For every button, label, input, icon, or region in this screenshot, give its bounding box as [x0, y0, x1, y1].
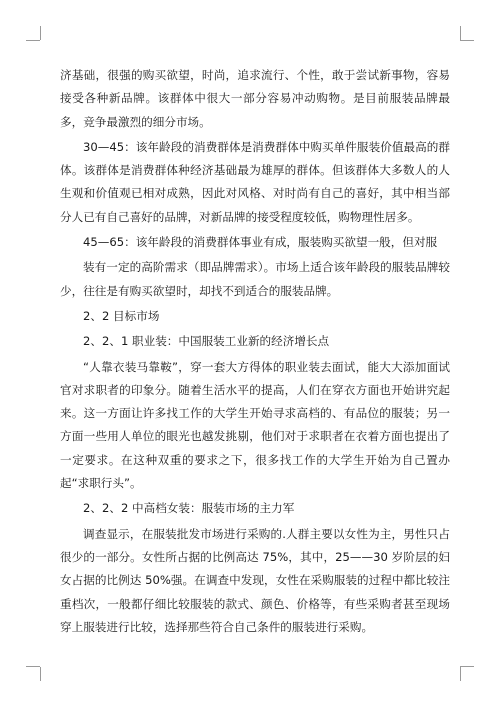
crop-mark-top-right-h [460, 40, 474, 41]
heading-target-market: 2、2 目标市场 [83, 308, 160, 323]
paragraph-professional-wear: “人靠衣装马靠鞍”，穿一套大方得体的职业装去面试，能大大添加面试官对求职者的印象分。随着生活水平的提高，人们在穿衣方面也开始讲究起来。这一方面让许多找工作的大学生开始寻求高档的、有品位的服装；另一方面一些用人单位的眼光也越发挑剔，他们对于求职者在衣着方面也提出了一定要求。在这种双重的要求之下，很多找工作的大学生开始为自己置办起“求职行头”。 [60, 359, 450, 491]
crop-mark-top-right-v [460, 26, 461, 40]
paragraph-age-45-65: 45—65：该年龄段的消费群体事业有成，服装购买欲望一般，但对服 [83, 235, 438, 250]
paragraph-age-45-65-continued: 装有一定的高阶需求（即品牌需求）。市场上适合该年龄段的服装品牌较少，往往是有购买欲望时，却找不到适合的服装品牌。 [60, 260, 450, 298]
crop-mark-bottom-left-v [40, 667, 41, 681]
crop-mark-top-left-h [26, 40, 40, 41]
crop-mark-bottom-right-h [460, 666, 474, 667]
paragraph-age-30-45: 30—45：该年龄段的消费群体是消费群体中购买单件服装价值最高的群体。该群体是消费群体种经济基础最为雄厚的群体。但该群体大多数人的人生观和价值观已相对成熟，因此对风格、对时尚有自己的喜好，其中相当部分人已有自己喜好的品牌，对新品牌的接受程度较低，购物理性居多。 [60, 139, 450, 224]
paragraph-young-group: 济基础，很强的购买欲望，时尚，追求流行、个性，敢于尝试新事物，容易接受各种新品牌。该群体中很大一部分容易冲动购物。是目前服装品牌最多，竞争最激烈的细分市场。 [60, 68, 450, 129]
paragraph-womens-wear: 调查显示，在服装批发市场进行采购的.人群主要以女性为主，男性只占很少的一部分。女性所占据的比例高达 75%，其中，25——30 岁阶层的妇女占据的比例达 50%强。在调查中发现，女性在采购服装的过程中都比较注重档次，一般都仔细比较服装的款式、颜色、价格等，有些采购者甚至现场穿上服装进行比较，选择那些符合自己条件的服装进行采购。 [60, 526, 450, 634]
crop-mark-bottom-left-h [26, 666, 40, 667]
heading-womens-wear: 2、2、2 中高档女装：服装市场的主力军 [83, 501, 295, 516]
document-body [60, 64, 450, 639]
crop-mark-top-left-v [40, 26, 41, 40]
crop-mark-bottom-right-v [460, 667, 461, 681]
heading-professional-wear: 2、2、1 职业装：中国服装工业新的经济增长点 [83, 334, 330, 349]
